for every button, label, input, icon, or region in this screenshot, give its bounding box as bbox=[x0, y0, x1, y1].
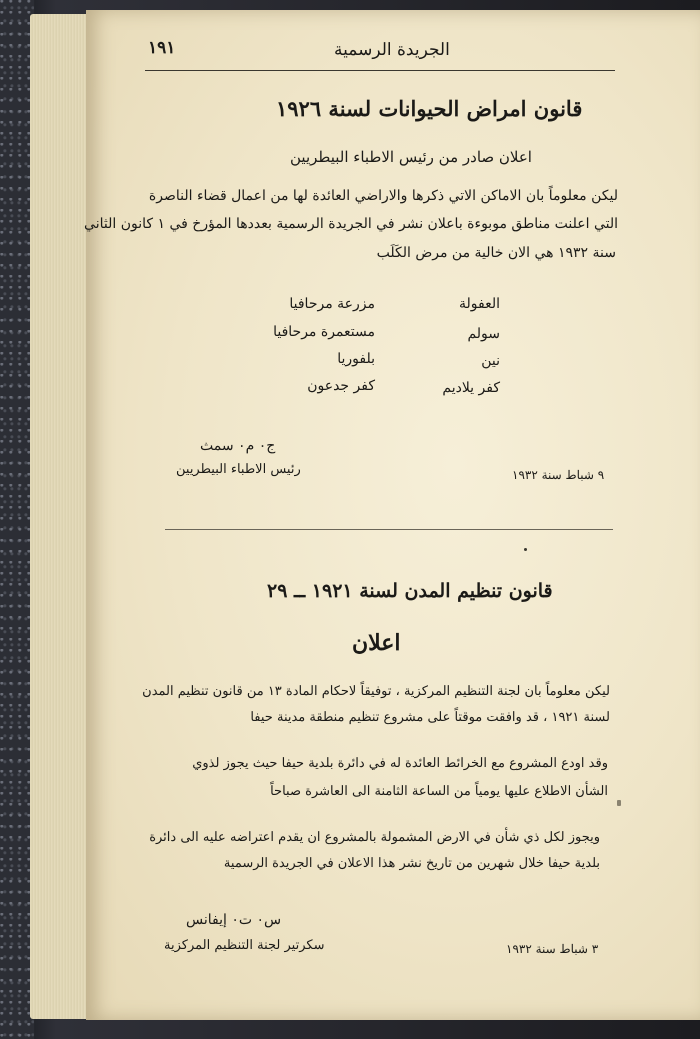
body-line: ليكن معلوماً بان الاماكن الاتي ذكرها والاراضي العائدة لها من اعمال قضاء الناصرة bbox=[148, 188, 618, 204]
signer-title-2: سكرتير لجنة التنظيم المركزية bbox=[164, 938, 325, 953]
notice-date-1: ٩ شباط سنة ١٩٣٢ bbox=[512, 468, 605, 482]
header-rule bbox=[145, 70, 615, 71]
ink-dot bbox=[524, 548, 527, 551]
body-line: بلدية حيفا خلال شهرين من تاريخ نشر هذا الاعلان في الجريدة الرسمية bbox=[223, 856, 600, 871]
place-name: نين bbox=[481, 353, 500, 369]
body-line: سنة ١٩٣٢ هي الان خالية من مرض الكَلَب bbox=[376, 245, 616, 261]
page-number: ١٩١ bbox=[148, 38, 176, 58]
body-line: وقد اودع المشروع مع الخرائط العائدة له في دائرة بلدية حيفا حيث يجوز لذوي bbox=[192, 756, 608, 771]
journal-title: الجريدة الرسمية bbox=[334, 40, 450, 60]
margin-mark bbox=[617, 800, 621, 806]
body-line: التي اعلنت مناطق موبوءة باعلان نشر في الجريدة الرسمية بعددها المؤرخ في ١ كانون الثاني bbox=[84, 216, 618, 232]
signer-name-1: ج٠ م٠ سمث bbox=[200, 438, 276, 454]
place-name: كفر يلاديم bbox=[442, 380, 500, 396]
cover-edge bbox=[0, 0, 34, 1039]
notice-heading-2: اعلان bbox=[352, 630, 401, 656]
page-stack bbox=[30, 14, 90, 1019]
place-name: كفر جدعون bbox=[307, 378, 375, 394]
law-title-1: قانون امراض الحيوانات لسنة ١٩٢٦ bbox=[276, 96, 583, 121]
place-name: بلفوريا bbox=[337, 351, 375, 367]
notice-date-2: ٣ شباط سنة ١٩٣٢ bbox=[506, 942, 599, 956]
place-name: مزرعة مرحافيا bbox=[289, 296, 375, 312]
body-line: الشأن الاطلاع عليها يومياً من الساعة الثامنة الى العاشرة صباحاً bbox=[270, 784, 608, 799]
law-title-2: قانون تنظيم المدن لسنة ١٩٢١ ــ ٢٩ bbox=[267, 580, 553, 602]
place-name: العفولة bbox=[459, 296, 500, 312]
body-line: لسنة ١٩٢١ ، قد وافقت موقتاً على مشروع تنظيم منطقة مدينة حيفا bbox=[250, 710, 610, 725]
signer-name-2: س٠ ت٠ إيفانس bbox=[186, 912, 282, 928]
place-name: مستعمرة مرحافيا bbox=[273, 324, 375, 340]
notice-subtitle-1: اعلان صادر من رئيس الاطباء البيطريين bbox=[290, 148, 532, 166]
place-name: سولم bbox=[467, 326, 500, 342]
body-line: ويجوز لكل ذي شأن في الارض المشمولة بالمشروع ان يقدم اعتراضه عليه الى دائرة bbox=[149, 830, 600, 845]
signer-title-1: رئيس الاطباء البيطريين bbox=[176, 462, 301, 477]
section-divider bbox=[165, 529, 613, 530]
body-line: ليكن معلوماً بان لجنة التنظيم المركزية ، توفيقاً لاحكام المادة ١٣ من قانون تنظيم المدن bbox=[142, 684, 610, 699]
